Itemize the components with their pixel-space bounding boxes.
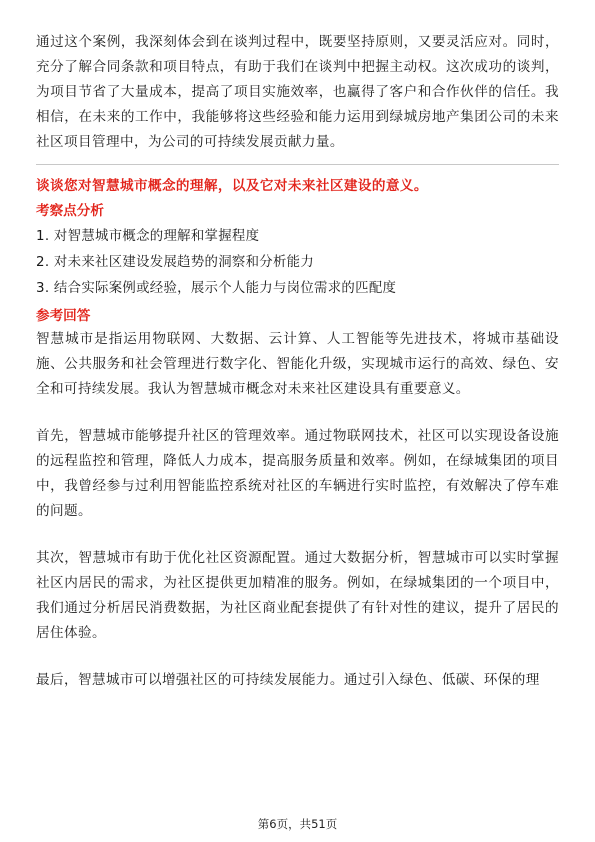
analysis-point: 2. 对未来社区建设发展趋势的洞察和分析能力 [36, 255, 315, 270]
document-page [36, 30, 559, 693]
analysis-heading: 考察点分析 [36, 203, 104, 219]
answer-paragraph: 智慧城市是指运用物联网、大数据、云计算、人工智能等先进技术，将城市基础设施、公共服务和社会管理进行数字化、智能化升级，实现城市运行的高效、绿色、安全和可持续发展。我认为智慧城市概念对未来社区建设具有重要意义。 [36, 331, 559, 397]
answer-paragraph: 首先，智慧城市能够提升社区的管理效率。通过物联网技术，社区可以实现设备设施的远程监控和管理，降低人力成本，提高服务质量和效率。例如，在绿城集团的项目中，我曾经参与过利用智能监控系统对社区的车辆进行实时监控，有效解决了停车难的问题。 [36, 428, 559, 519]
paragraph-gap [36, 646, 559, 668]
paragraph-gap [36, 524, 559, 546]
analysis-points [36, 224, 559, 302]
answer-paragraph: 最后，智慧城市可以增强社区的可持续发展能力。通过引入绿色、低碳、环保的理 [36, 672, 540, 688]
answer-heading: 参考回答 [36, 308, 91, 324]
section-divider [36, 164, 559, 165]
paragraph-gap [36, 402, 559, 424]
answer-paragraph: 其次，智慧城市有助于优化社区资源配置。通过大数据分析，智慧城市可以实时掌握社区内居民的需求，为社区提供更加精准的服务。例如，在绿城集团的一个项目中，我们通过分析居民消费数据，为社区商业配套提供了有针对性的建议，提升了居民的居住体验。 [36, 550, 559, 641]
page-number: 第6页，共51页 [257, 817, 338, 831]
question-title: 谈谈您对智慧城市概念的理解，以及它对未来社区建设的意义。 [36, 178, 428, 194]
analysis-point: 3. 结合实际案例或经验，展示个人能力与岗位需求的匹配度 [36, 281, 397, 296]
intro-paragraph: 通过这个案例，我深刻体会到在谈判过程中，既要坚持原则，又要灵活应对。同时，充分了解合同条款和项目特点，有助于我们在谈判中把握主动权。这次成功的谈判，为项目节省了大量成本，提高了项目实施效率，也赢得了客户和合作伙伴的信任。我相信，在未来的工作中，我能够将这些经验和能力运用到绿城房地产集团公司的未来社区项目管理中，为公司的可持续发展贡献力量。 [36, 34, 559, 150]
analysis-point: 1. 对智慧城市概念的理解和掌握程度 [36, 229, 260, 244]
